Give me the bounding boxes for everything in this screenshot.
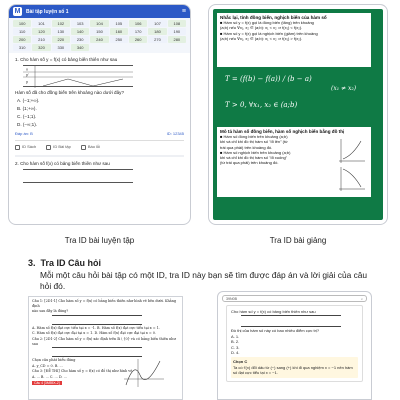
sheet-function-graph	[124, 359, 164, 387]
report-button[interactable]: Báo lỗi	[81, 144, 100, 150]
slide-2-line: ■ Hàm số đồng biến trên khoảng (a;b)	[220, 134, 288, 140]
answer-a[interactable]: A. 1.	[231, 333, 240, 339]
question-id-badge[interactable]: Câu 4 [3M55X-2]	[34, 380, 60, 385]
chalk-condition: (x₁ ≠ x₂)	[331, 85, 357, 92]
sheet-line: Câu 2: [2D1-2] Cho hàm số y = f(x) xác định trên ℝ \ {0} và có bảng biến thiên như sau	[32, 336, 176, 346]
lecture-phone-screenshot	[208, 4, 388, 225]
question-number-cell[interactable]: 200	[13, 36, 31, 43]
question-number-cell[interactable]: 106	[129, 20, 147, 27]
question-card	[226, 305, 363, 382]
section-number: 3.	[28, 258, 36, 268]
chalkboard	[213, 9, 383, 220]
id-search-input[interactable]	[222, 295, 367, 302]
question-1-text: 1. Cho hàm số y = f(x) có bảng biến thiên như sau	[15, 57, 118, 62]
slide-1-line: ■ Hàm số y = f(x) gọi là nghịch biến (giảm) trên khoảng	[220, 30, 318, 36]
question-number-cell[interactable]: 340	[71, 44, 89, 51]
question-2-text: 2. Cho hàm số f(x) có bảng biến thiên như sau	[15, 155, 184, 167]
answer-key: Đáp án: B	[15, 131, 33, 136]
question-number-cell[interactable]: 190	[168, 28, 186, 35]
slide-2-line: (từ trái qua phải) trên khoảng đó.	[220, 160, 279, 166]
sheet-line: A. y_CD = 0. B. ...	[32, 363, 63, 368]
answer-d[interactable]: D. 4.	[231, 350, 240, 356]
question-number-cell[interactable]: 260	[129, 36, 147, 43]
slide-2-line: khi và chỉ khi đồ thị hàm số "đi lên" (từ	[220, 139, 288, 145]
question-number-cell[interactable]: 180	[148, 28, 166, 35]
exercise-id-button[interactable]: ID Bài tập	[46, 144, 71, 150]
question-number-cell[interactable]: 160	[110, 28, 128, 35]
question-number-cell[interactable]: 104	[90, 20, 108, 27]
slide-1-title: Nhắc lại, tính đồng biến, nghịch biến của hàm số	[220, 15, 327, 20]
slide-2-line: ■ Hàm số nghịch biến trên khoảng (a;b)	[220, 149, 291, 155]
book-id-button[interactable]: ID Sách	[15, 144, 36, 150]
question-1-prompt: Hàm số đã cho đồng biến trên khoảng nào dưới đây?	[15, 90, 125, 95]
section-description: Mỗi một câu hỏi bài tập có một ID, tra ID này bạn sẽ tìm được đáp án và lời giải của câu hỏi đó.	[40, 270, 368, 291]
sheet-line: C. Hàm số f(x) đạt cực đại tại x = 1. D. Hàm số f(x) đạt cực đại tại x = 0.	[32, 331, 157, 336]
question-number-cell[interactable]: 150	[90, 28, 108, 35]
answer-b[interactable]: B. (1;+∞).	[17, 106, 37, 111]
variation-table	[23, 65, 133, 87]
svg-text:x: x	[26, 66, 28, 72]
question-number-cell[interactable]: 230	[71, 36, 89, 43]
question-number-cell[interactable]: 310	[13, 44, 31, 51]
question-number-cell[interactable]: 101	[32, 20, 50, 27]
sheet-line: nào sau đây là đúng?	[32, 309, 69, 314]
solution-box	[231, 357, 358, 377]
solution-text: Ta có f'(x) đổi dấu từ (−) sang (+) khi đi qua nghiệm x = −1 nên hàm số đạt cực tiểu tại x = −1.	[233, 364, 353, 376]
flag-icon	[81, 145, 86, 150]
slide-monotonic-definition	[217, 13, 371, 67]
practice-phone-screenshot	[8, 4, 191, 225]
question-meta	[15, 131, 184, 137]
caption-practice: Tra ID bài luyện tập	[64, 236, 135, 245]
sheet-line: Câu 1: [2D1-1] Cho hàm số y = f(x) có bảng biến thiên như hình vẽ bên dưới. Khẳng định	[32, 299, 177, 308]
slide-2-title: Mô tả hàm số đồng biến, hàm số nghịch biến bằng đồ thị	[220, 129, 345, 134]
app-header	[9, 5, 190, 18]
app-logo: M	[14, 8, 21, 15]
question-number-cell[interactable]: 240	[90, 36, 108, 43]
sheet-line: A. ... B. ... C. ... D. ...	[32, 374, 67, 379]
slide-2-line: khi và chỉ khi đồ thị hàm số "đi xuống"	[220, 155, 288, 161]
question-number-cell[interactable]: 110	[13, 28, 31, 35]
chalk-formula: T = (f(b) − f(a)) / (b − a)	[225, 75, 312, 83]
question-number-cell[interactable]: 107	[148, 20, 166, 27]
question-panel	[9, 53, 190, 190]
question-number-cell[interactable]: 120	[32, 28, 50, 35]
id-search-value: 39N0B	[226, 297, 237, 301]
chalk-inequality: T > 0, ∀x₁, x₂ ∈ (a;b)	[225, 101, 298, 109]
slide-1-line: (a;b) nếu ∀x₁, x₂ ∈ (a;b): x₁ < x₂ ⇒ f(x₁) < f(x₂).	[220, 25, 303, 31]
monotonic-graphs	[335, 137, 367, 191]
list-icon	[46, 145, 51, 150]
answer-a[interactable]: A. (−1;+∞).	[17, 98, 40, 103]
solution-title: Chọn C	[233, 359, 248, 365]
slide-monotonic-graph	[217, 127, 371, 197]
variation-table	[241, 315, 341, 327]
sheet-variation-table	[52, 347, 142, 357]
question-number-cell[interactable]: 220	[52, 36, 70, 43]
question-number-cell[interactable]: 140	[71, 28, 89, 35]
slide-2-line: trái qua phải) trên khoảng đó.	[220, 144, 273, 150]
search-icon[interactable]: ⌕	[360, 297, 363, 301]
section-title: Tra ID Câu hỏi	[40, 258, 102, 268]
svg-text:y: y	[26, 79, 28, 84]
question-number-cell[interactable]: 108	[168, 20, 186, 27]
question-text: Cho hàm số y = f(x) có bảng biến thiên như sau	[231, 309, 316, 314]
question-number-cell[interactable]: 130	[52, 28, 70, 35]
question-sheet-screenshot	[28, 296, 183, 400]
question-number-cell[interactable]: 100	[13, 20, 31, 27]
question-number-cell[interactable]: 103	[71, 20, 89, 27]
answer-d[interactable]: D. (−∞;1).	[17, 122, 37, 127]
question-number-cell[interactable]: 105	[110, 20, 128, 27]
question-prompt: Đồ thị của hàm số này có bao nhiêu điểm cực trị?	[231, 328, 320, 334]
slide-1-line: ■ Hàm số y = f(x) gọi là đồng biến (tăng) trên khoảng	[220, 20, 314, 26]
header-title: Bài tập luyện số 1	[26, 8, 69, 15]
question-lookup-phone	[217, 291, 372, 400]
answer-b[interactable]: B. 2.	[231, 339, 240, 345]
sheet-line: Câu 3: [ĐỀ THI] Cho hàm số y = f(x) có đồ thị như hình vẽ	[32, 369, 133, 374]
question-number-grid	[9, 18, 190, 53]
question-number-cell[interactable]: 270	[148, 36, 166, 43]
svg-text:y': y'	[26, 71, 29, 77]
answer-c[interactable]: C. 3.	[231, 344, 240, 350]
question-number-cell[interactable]: 250	[110, 36, 128, 43]
question-number-cell[interactable]: 170	[129, 28, 147, 35]
variation-table-2	[23, 169, 133, 183]
answer-c[interactable]: C. (−1;1).	[17, 114, 37, 119]
question-actions	[15, 140, 184, 150]
sheet-line: Chọn câu phát biểu đúng	[32, 358, 76, 363]
sheet-variation-table	[52, 315, 142, 325]
caption-lecture: Tra ID bài giảng	[269, 236, 327, 245]
question-number-cell[interactable]: 210	[32, 36, 50, 43]
menu-icon[interactable]: ≡	[181, 8, 186, 15]
question-number-cell[interactable]: 280	[168, 36, 186, 43]
question-id[interactable]: ID: 12345	[166, 131, 184, 136]
question-number-cell[interactable]: 102	[52, 20, 70, 27]
question-number-cell[interactable]: 320	[32, 44, 50, 51]
sheet-line: A. Hàm số f(x) đạt cực tiểu tại x = -1. B. Hàm số f(x) đạt cực tiểu tại x = 1.	[32, 325, 160, 330]
slide-1-line: (a;b) nếu ∀x₁, x₂ ∈ (a;b): x₁ < x₂ ⇒ f(x₁) > f(x₂).	[220, 35, 303, 41]
question-number-cell[interactable]: 330	[52, 44, 70, 51]
section-heading	[28, 258, 101, 268]
book-icon	[15, 145, 20, 150]
